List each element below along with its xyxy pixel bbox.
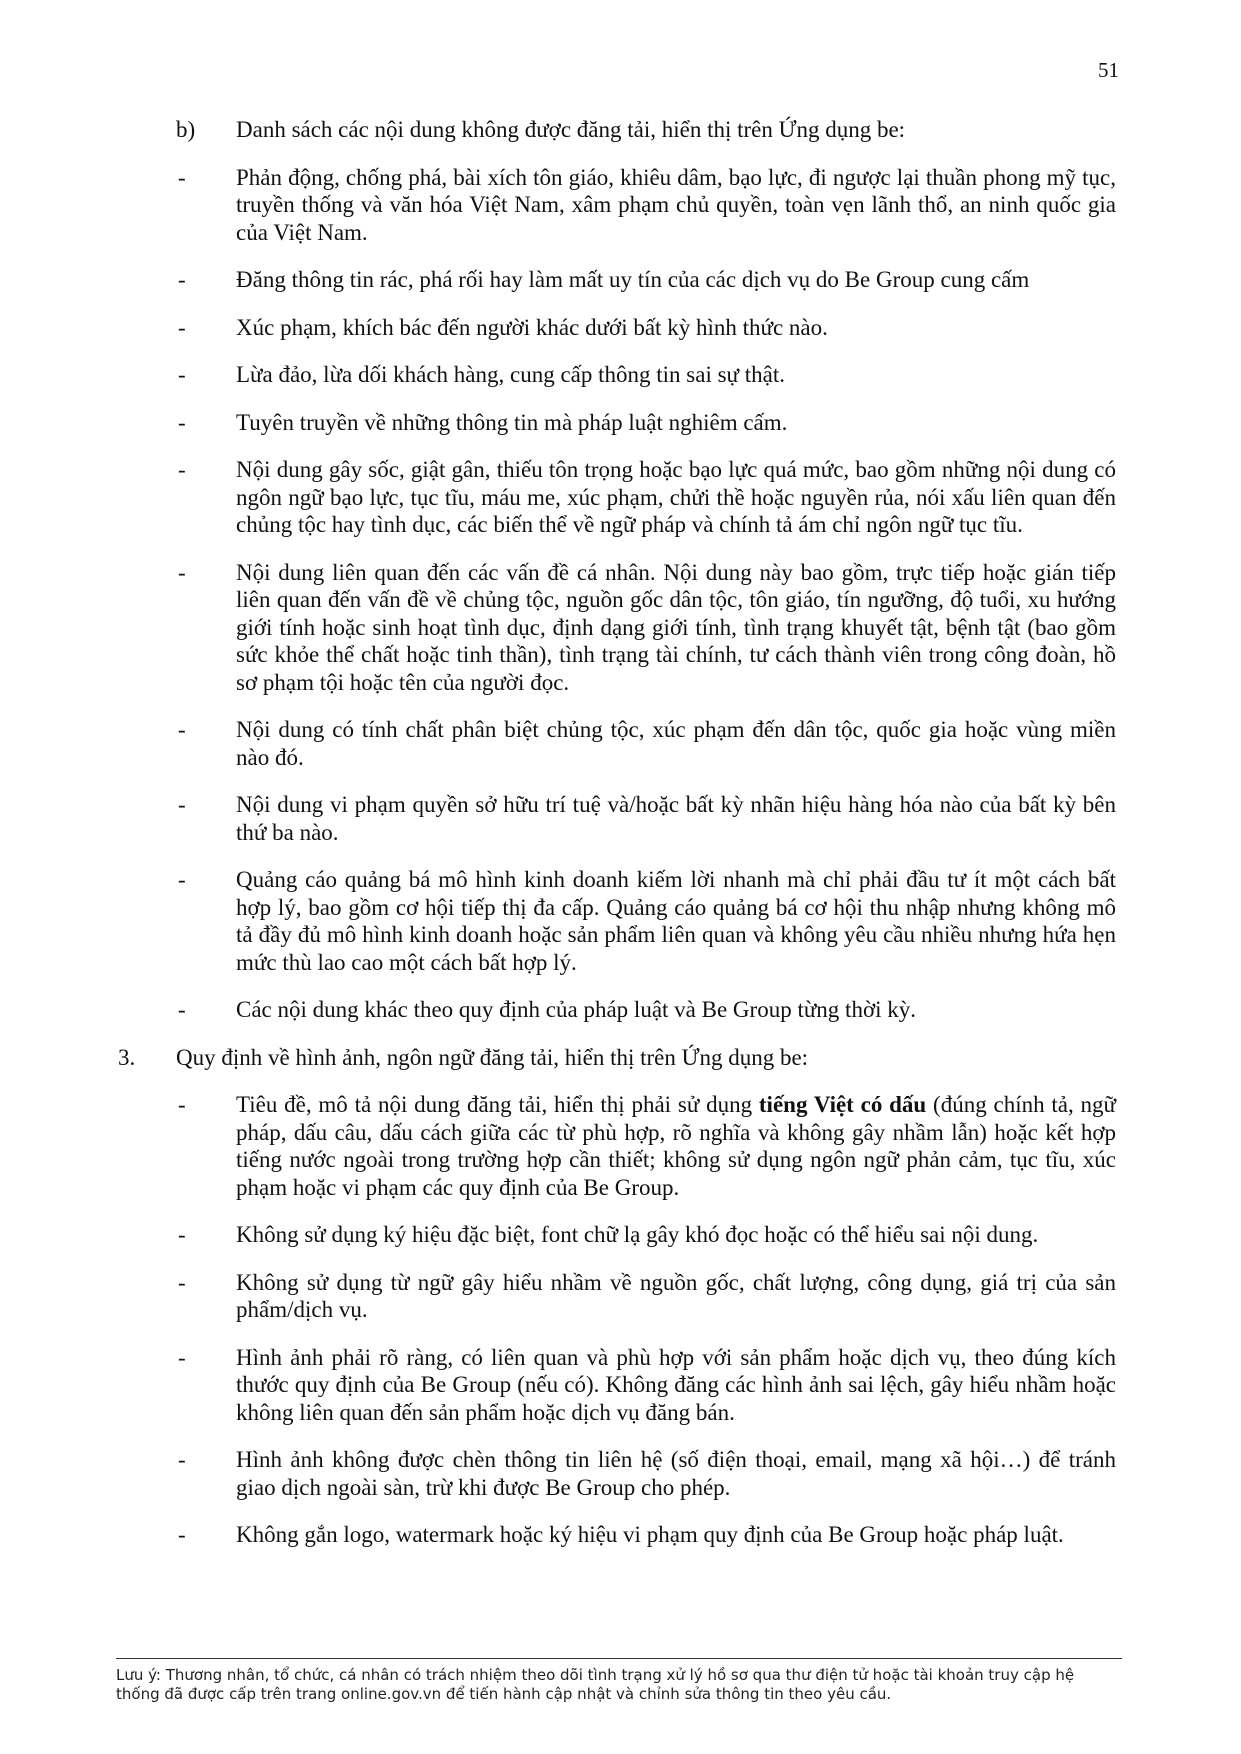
text-run: Tiêu đề, mô tả nội dung đăng tải, hiển thị phải sử dụng (236, 1092, 759, 1117)
list-item (0, 791, 1241, 846)
list-item (0, 266, 1241, 294)
section-b-text: Danh sách các nội dung không được đăng tải, hiển thị trên Ứng dụng be: (236, 117, 906, 142)
list-item (0, 1446, 1241, 1501)
section-3-text: Quy định về hình ảnh, ngôn ngữ đăng tải, hiển thị trên Ứng dụng be: (176, 1044, 809, 1070)
list-item (0, 996, 1241, 1024)
list-item (0, 361, 1241, 389)
list-item-text: Lừa đảo, lừa dối khách hàng, cung cấp thông tin sai sự thật. (236, 362, 786, 387)
list-item-text: Các nội dung khác theo quy định của pháp luật và Be Group từng thời kỳ. (236, 997, 916, 1022)
list-marker: b) (176, 117, 196, 142)
list-marker: 3. (118, 1044, 136, 1070)
list-marker: - (178, 457, 186, 482)
list-item-text: Nội dung vi phạm quyền sở hữu trí tuệ và/hoặc bất kỳ nhãn hiệu hàng hóa nào của bất kỳ bên thứ ba nào. (236, 792, 1116, 845)
list-item-text: Đăng thông tin rác, phá rối hay làm mất uy tín của các dịch vụ do Be Group cung cấm (236, 267, 1030, 292)
page-number: 51 (1098, 58, 1119, 82)
list-item-text: Không gắn logo, watermark hoặc ký hiệu vi phạm quy định của Be Group hoặc pháp luật. (236, 1522, 1064, 1547)
list-marker: - (178, 1447, 186, 1472)
list-item (0, 1221, 1241, 1249)
list-marker: - (178, 1344, 186, 1370)
list-marker: - (178, 409, 186, 435)
list-item (0, 1521, 1241, 1549)
list-item-text: Quảng cáo quảng bá mô hình kinh doanh kiếm lời nhanh mà chỉ phải đầu tư ít một cách bất hợp lý, bao gồm cơ hội tiếp thị đa cấp. Quảng cáo quảng bá cơ hội thu nhập nhưng không mô tả đầy đủ mô hình kinh doanh hoặc sản phẩm liên quan và không yêu cầu nhiều nhưng hứa hẹn mức thù lao cao một cách bất hợp lý. (236, 867, 1116, 975)
list-item (0, 716, 1241, 771)
list-item (0, 1269, 1241, 1324)
list-item (0, 1344, 1241, 1427)
list-item (0, 866, 1241, 976)
bold-emphasis: tiếng Việt có dấu (758, 1092, 927, 1117)
list-item (0, 559, 1241, 697)
list-marker: - (178, 1222, 186, 1247)
list-item-text: Tuyên truyền về những thông tin mà pháp luật nghiêm cấm. (236, 409, 788, 435)
list-marker: - (178, 717, 186, 742)
section-b-heading (0, 116, 1241, 144)
list-item-text: Hình ảnh không được chèn thông tin liên hệ (số điện thoại, email, mạng xã hội…) để tránh giao dịch ngoài sàn, trừ khi được Be Group cho phép. (236, 1447, 1116, 1500)
section-3-heading (0, 1044, 1241, 1072)
list-item-text: Nội dung gây sốc, giật gân, thiếu tôn trọng hoặc bạo lực quá mức, bao gồm những nội dung có ngôn ngữ bạo lực, tục tĩu, máu me, xúc phạm, chửi thề hoặc nguyền rủa, nói xấu liên quan đến chủng tộc hay tình dục, các biến thể về ngữ pháp và chính tả ám chỉ ngôn ngữ tục tĩu. (236, 457, 1116, 537)
list-item-text: Xúc phạm, khích bác đến người khác dưới bất kỳ hình thức nào. (236, 314, 828, 340)
list-marker: - (178, 314, 186, 340)
list-marker: - (178, 867, 186, 892)
list-marker: - (178, 997, 186, 1022)
footer-note: Lưu ý: Thương nhân, tổ chức, cá nhân có trách nhiệm theo dõi tình trạng xử lý hồ sơ qua thư điện tử hoặc tài khoản truy cập hệ thống đã được cấp trên trang online.gov.vn để tiến hành cập nhật và chỉnh sửa thông tin theo yêu cầu. (116, 1666, 1075, 1703)
list-item-text: Phản động, chống phá, bài xích tôn giáo, khiêu dâm, bạo lực, đi ngược lại thuần phong mỹ tục, truyền thống và văn hóa Việt Nam, xâm phạm chủ quyền, toàn vẹn lãnh thổ, an ninh quốc gia của Việt Nam. (236, 164, 1116, 245)
list-marker: - (178, 1092, 186, 1117)
list-marker: - (178, 792, 186, 817)
text-run: (đúng chính tả, ngữ pháp, dấu câu, dấu cách giữa các từ phù hợp, rõ nghĩa và không gây nhầm lẫn) hoặc kết hợp tiếng nước ngoài trong trường hợp cần thiết; không sử dụng ngôn ngữ phản cảm, tục tĩu, xúc phạm hoặc vi phạm các quy định của Be Group. (236, 1092, 1116, 1200)
document-body (0, 116, 1241, 1569)
footer-divider (116, 1658, 1122, 1659)
list-item-text: Nội dung liên quan đến các vấn đề cá nhân. Nội dung này bao gồm, trực tiếp hoặc gián tiếp liên quan đến vấn đề về chủng tộc, nguồn gốc dân tộc, tôn giáo, tín ngưỡng, độ tuổi, xu hướng giới tính hoặc sinh hoạt tình dục, định dạng giới tính, tình trạng khuyết tật, bệnh tật (bao gồm sức khỏe thể chất hoặc tinh thần), tình trạng tài chính, tư cách thành viên trong công đoàn, hồ sơ phạm tội hoặc tên của người đọc. (236, 559, 1116, 695)
list-item (0, 409, 1241, 437)
list-marker: - (178, 362, 186, 387)
list-item (0, 314, 1241, 342)
list-marker: - (178, 1522, 186, 1547)
list-item-text: Không sử dụng ký hiệu đặc biệt, font chữ lạ gây khó đọc hoặc có thể hiểu sai nội dung. (236, 1222, 1039, 1247)
list-item (0, 164, 1241, 247)
list-item-text: Nội dung có tính chất phân biệt chủng tộc, xúc phạm đến dân tộc, quốc gia hoặc vùng miền nào đó. (236, 717, 1116, 770)
list-item-text: Hình ảnh phải rõ ràng, có liên quan và phù hợp với sản phẩm hoặc dịch vụ, theo đúng kích thước quy định của Be Group (nếu có). Không đăng các hình ảnh sai lệch, gây hiểu nhầm hoặc không liên quan đến sản phẩm hoặc dịch vụ đăng bán. (236, 1344, 1116, 1425)
list-item (0, 1091, 1241, 1201)
list-marker: - (178, 1269, 186, 1295)
list-item-text: Không sử dụng từ ngữ gây hiểu nhầm về nguồn gốc, chất lượng, công dụng, giá trị của sản phẩm/dịch vụ. (236, 1269, 1116, 1322)
list-marker: - (178, 267, 186, 292)
list-marker: - (178, 164, 186, 190)
list-marker: - (178, 559, 186, 585)
list-item (0, 456, 1241, 539)
list-item-text (236, 1091, 1116, 1201)
